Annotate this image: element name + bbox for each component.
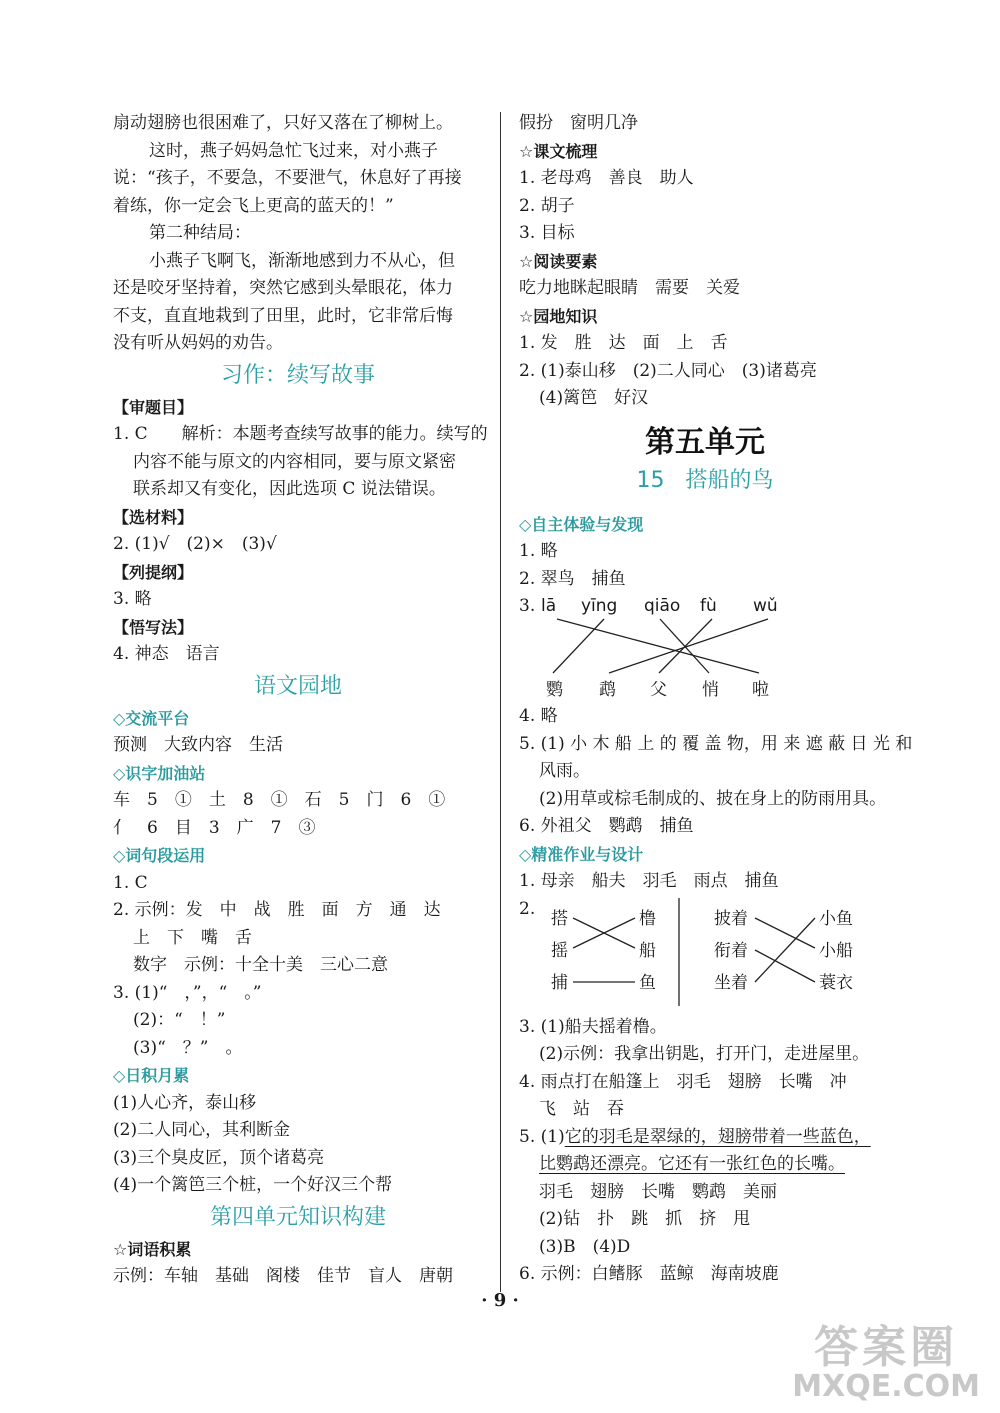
answer-line: 1. C [113, 872, 148, 893]
answer-line: 吃力地眯起眼睛 需要 关爱 [519, 278, 740, 298]
pinyin-4: wǔ [753, 596, 778, 616]
match-line [553, 619, 604, 673]
answer-line: 4. 略 [519, 706, 558, 726]
match-line [609, 619, 768, 673]
question-number: 5. (1) [519, 1126, 565, 1147]
answer-line: (4)一个篱笆三个桩，一个好汉三个帮 [113, 1175, 393, 1195]
tag-lie: 【列提纲】 [113, 562, 194, 582]
story-line: 这时，燕子妈妈急忙飞过来，对小燕子 [149, 140, 438, 161]
sub-zizhu: ◇自主体验与发现 [519, 514, 644, 534]
match-left-b-0: 橹 [639, 908, 656, 929]
answer-line: 4. 雨点打在船篷上 羽毛 翅膀 长嘴 冲 [519, 1071, 847, 1092]
sub-ciyu: ☆词语积累 [113, 1239, 192, 1259]
answer-line: 2. 示例：发 中 战 胜 面 方 通 达 [113, 900, 441, 920]
answer-line: 3. (1)“ ，”，“ 。” [113, 982, 262, 1003]
pinyin-3: fù [700, 596, 717, 616]
pinyin-matching-diagram [519, 593, 891, 703]
answer-line: (4)篱笆 好汉 [539, 388, 649, 408]
watermark [792, 1322, 980, 1404]
pinyin-1: yīng [581, 596, 618, 616]
lesson-title [519, 463, 891, 499]
sub-cijv: ◇词句段运用 [113, 846, 206, 865]
answer-line: 内容不能与原文的内容相同，要与原文紧密 [133, 451, 456, 472]
answer-line: 示例：车轴 基础 阁楼 佳节 盲人 唐朝 [113, 1266, 453, 1286]
tag-shen: 【审题目】 [113, 397, 194, 417]
answer-line: 假扮 窗明几净 [519, 113, 638, 133]
right-column [519, 110, 913, 1289]
story-line: 着练，你一定会飞上更高的蓝天的！” [113, 195, 394, 216]
match-right-a-0: 披着 [714, 908, 748, 929]
match-left-a-0: 搭 [551, 908, 568, 929]
answer-line: 1. 老母鸡 善良 助人 [519, 168, 694, 188]
match-left-a-2: 捕 [551, 972, 568, 993]
story-line: 扇动翅膀也很困难了，只好又落在了柳树上。 [113, 113, 453, 133]
sub-kewen: ☆课文梳理 [519, 141, 598, 161]
char-2: 父 [650, 680, 667, 700]
answer-line: (2)示例：我拿出钥匙，打开门，走进屋里。 [539, 1044, 870, 1064]
underlined-answer: 它的羽毛是翠绿的，翅膀带着一些蓝色， [564, 1126, 871, 1147]
word-matching-diagram [519, 896, 891, 1014]
answer-line: 上 下 嘴 舌 [133, 927, 252, 948]
answer-line: 数字 示例：十全十美 三心二意 [133, 955, 388, 975]
answer-line [519, 1151, 891, 1179]
section-title-xizuo: 习作：续写故事 [220, 362, 375, 388]
section-title-unit4: 第四单元知识构建 [209, 1204, 386, 1230]
match-right-a-1: 衔着 [714, 940, 748, 961]
answer-line: 2. (1)√ (2)× (3)√ [113, 534, 277, 554]
answer-line: 5. (1) 小 木 船 上 的 覆 盖 物，用 来 遮 蔽 日 光 和 [519, 733, 913, 754]
answer-line: 1. 略 [519, 541, 558, 561]
sub-yuandi: ☆园地知识 [519, 306, 598, 326]
match-line [557, 619, 759, 673]
tag-xuan: 【选材料】 [113, 507, 194, 527]
sub-riji: ◇日积月累 [113, 1066, 190, 1085]
match-right-b-2: 蓑衣 [819, 972, 853, 993]
answer-line: 预测 大致内容 生活 [113, 735, 283, 755]
section-title-yuwen: 语文园地 [253, 673, 342, 699]
answer-line: 6. 外祖父 鹦鹉 捕鱼 [519, 816, 694, 836]
answer-line: 4. 神态 语言 [113, 644, 220, 664]
story-line: 小燕子飞啊飞，渐渐地感到力不从心，但 [149, 250, 455, 271]
sub-shizi: ◇识字加油站 [113, 763, 206, 783]
story-line: 第二种结局： [149, 223, 251, 243]
answer-line: (2)用草或棕毛制成的、披在身上的防雨用具。 [539, 788, 887, 809]
match-right-b-1: 小船 [819, 940, 853, 961]
answer-line: (1)人心齐，泰山移 [113, 1092, 257, 1113]
answer-line: 亻 6 目 3 广 7 ③ [113, 817, 316, 838]
answer-line [519, 1124, 891, 1152]
lesson-name: 搭船的鸟 [685, 467, 774, 493]
match-right-b-0: 小鱼 [819, 908, 853, 929]
answer-line: 1. 母亲 船夫 羽毛 雨点 捕鱼 [519, 871, 779, 891]
answer-line: 2. (1)泰山移 (2)二人同心 (3)诸葛亮 [519, 360, 817, 381]
underlined-answer: 比鹦鹉还漂亮。它还有一张红色的长嘴。 [539, 1154, 845, 1174]
answer-line: (2)：“ ！” [133, 1010, 226, 1030]
pinyin-2: qiāo [644, 596, 681, 616]
sub-jiaoliu: ◇交流平台 [113, 708, 190, 728]
answer-line: (3)B (4)D [539, 1236, 631, 1257]
match-left-b-2: 鱼 [639, 972, 656, 993]
story-line: 没有听从妈妈的劝告。 [113, 333, 283, 353]
answer-line: (2)钻 扑 跳 抓 挤 甩 [539, 1209, 751, 1229]
char-3: 悄 [702, 680, 719, 700]
answer-line: 飞 站 吞 [539, 1099, 624, 1119]
answer-line: (3)三个臭皮匠，顶个诸葛亮 [113, 1147, 325, 1168]
match-line [755, 950, 815, 982]
watermark-url: MXQE.COM [792, 1369, 980, 1404]
match-line [755, 918, 815, 948]
question-number: 2. [519, 898, 536, 919]
match-right-a-2: 坐着 [714, 972, 748, 993]
answer-line: 3. (1)船夫摇着橹。 [519, 1016, 667, 1037]
char-1: 鹉 [599, 680, 616, 700]
answer-line: 1. C 解析：本题考查续写故事的能力。续写的 [113, 424, 488, 444]
answer-line: 羽毛 翅膀 长嘴 鹦鹉 美丽 [539, 1181, 777, 1202]
page-number: · 9 · [481, 1290, 519, 1311]
sub-jingzhun: ◇精准作业与设计 [519, 844, 644, 864]
lesson-number: 15 [636, 467, 665, 493]
answer-line: 联系却又有变化，因此选项 C 说法错误。 [133, 479, 446, 499]
story-line: 还是咬牙坚持着，突然它感到头晕眼花，体力 [113, 278, 453, 298]
match-line [755, 918, 815, 982]
story-line: 不支，直直地栽到了田里，此时，它非常后悔 [113, 305, 453, 326]
unit5-title: 第五单元 [645, 424, 765, 460]
watermark-logo: 答案圈 [814, 1322, 959, 1373]
answer-line: (2)二人同心，其利断金 [113, 1120, 291, 1140]
sub-yuedu: ☆阅读要素 [519, 251, 598, 271]
answer-line: (3)“ ？” 。 [133, 1037, 243, 1058]
answer-line: 2. 翠鸟 捕鱼 [519, 568, 626, 589]
answer-line: 6. 示例：白鳍豚 蓝鲸 海南坡鹿 [519, 1264, 779, 1284]
answer-line: 3. 目标 [519, 223, 575, 243]
answer-line: 3. 略 [113, 589, 152, 609]
question-number: 3. [519, 596, 536, 616]
tag-wu: 【悟写法】 [113, 617, 194, 637]
left-column [113, 110, 488, 1291]
answer-line: 车 5 ① 土 8 ① 石 5 门 6 ① [113, 790, 446, 810]
char-0: 鹦 [546, 680, 563, 700]
story-line: 说：“孩子，不要急，不要泄气，休息好了再接 [113, 168, 462, 188]
answer-line: 1. 发 胜 达 面 上 舌 [519, 333, 728, 353]
match-left-b-1: 船 [639, 940, 656, 961]
answer-line: 2. 胡子 [519, 195, 575, 216]
column-divider [500, 112, 501, 1292]
pinyin-0: lā [541, 596, 557, 616]
answer-line: 风雨。 [539, 761, 590, 781]
char-4: 啦 [752, 680, 769, 700]
match-left-a-1: 摇 [551, 940, 568, 961]
